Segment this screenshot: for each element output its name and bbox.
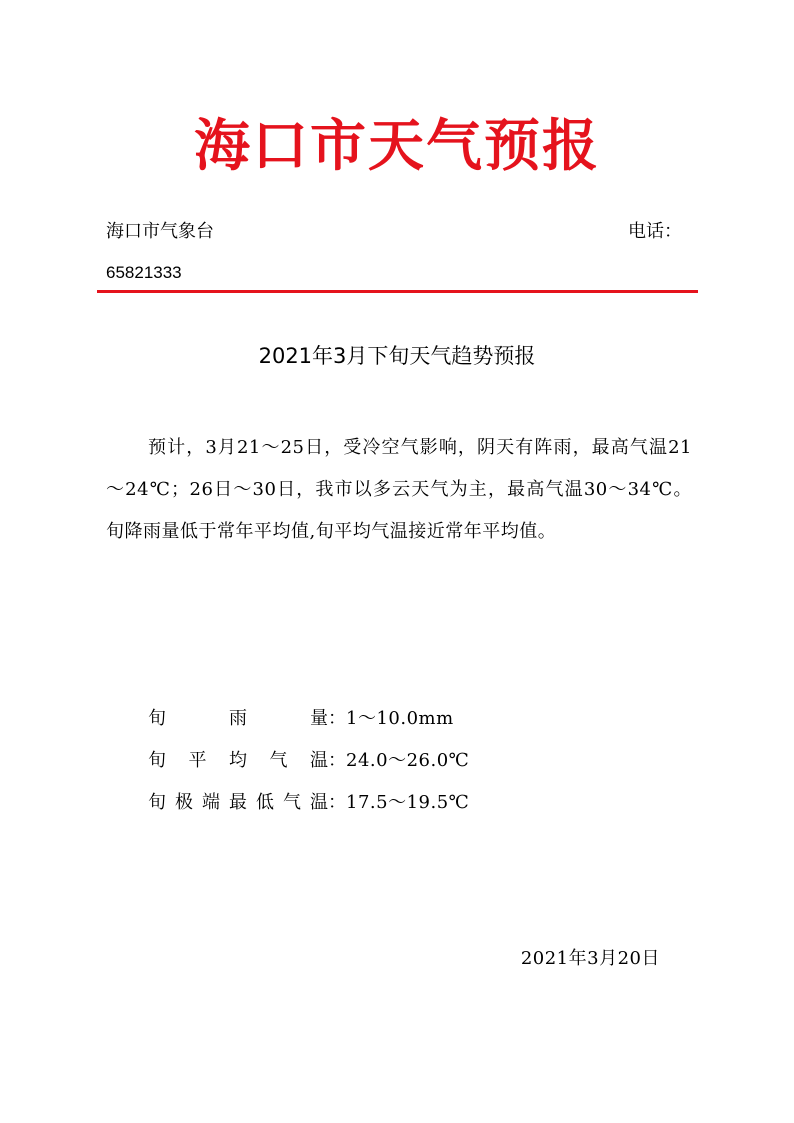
stat-label: [148, 788, 328, 814]
stat-row-avg-temp: [148, 738, 469, 780]
phone-label: 电话：: [628, 221, 682, 242]
stat-label-char: 低: [256, 792, 274, 813]
stat-row-min-temp: [148, 780, 469, 822]
forecast-body-text: 预计，3月21～25日，受冷空气影响，阴天有阵雨，最高气温21～24℃；26日～30日，我市以多云天气为主，最高气温30～34℃。旬降雨量低于常年平均值,旬平均气温接近常年平均值。: [106, 437, 692, 542]
red-divider-rule: [97, 290, 698, 293]
issue-date: 2021年3月20日: [520, 948, 660, 969]
issuer-name: 海口市气象台: [106, 221, 214, 242]
stat-value: 24.0～26.0℃: [346, 750, 470, 771]
masthead-title: 海口市天气预报: [194, 114, 600, 179]
phone-number: 65821333: [106, 263, 182, 282]
stat-label-char: 极: [175, 792, 193, 813]
stat-label-char: 雨: [229, 708, 247, 729]
stat-colon: ：: [328, 792, 346, 813]
forecast-stats: [148, 696, 469, 822]
stat-label-char: 气: [269, 750, 288, 771]
stat-label-char: 旬: [148, 792, 166, 813]
stat-label-char: 端: [202, 792, 220, 813]
stat-label-char: 量: [310, 708, 328, 729]
stat-label: [148, 746, 328, 772]
stat-colon: ：: [328, 708, 346, 729]
stat-label-char: 温: [310, 750, 328, 771]
stat-label-char: 旬: [148, 750, 166, 771]
stat-value: 17.5～19.5℃: [346, 792, 470, 813]
stat-label: [148, 704, 328, 730]
stat-label-char: 旬: [148, 708, 166, 729]
stat-row-rainfall: [148, 696, 469, 738]
stat-value: 1～10.0mm: [346, 708, 454, 729]
stat-label-char: 最: [229, 792, 247, 813]
stat-label-char: 温: [310, 792, 328, 813]
document-title: 2021年3月下旬天气趋势预报: [258, 344, 536, 368]
stat-label-char: 均: [229, 750, 247, 771]
stat-label-char: 平: [188, 750, 207, 771]
stat-colon: ：: [328, 750, 346, 771]
stat-label-char: 气: [283, 792, 301, 813]
